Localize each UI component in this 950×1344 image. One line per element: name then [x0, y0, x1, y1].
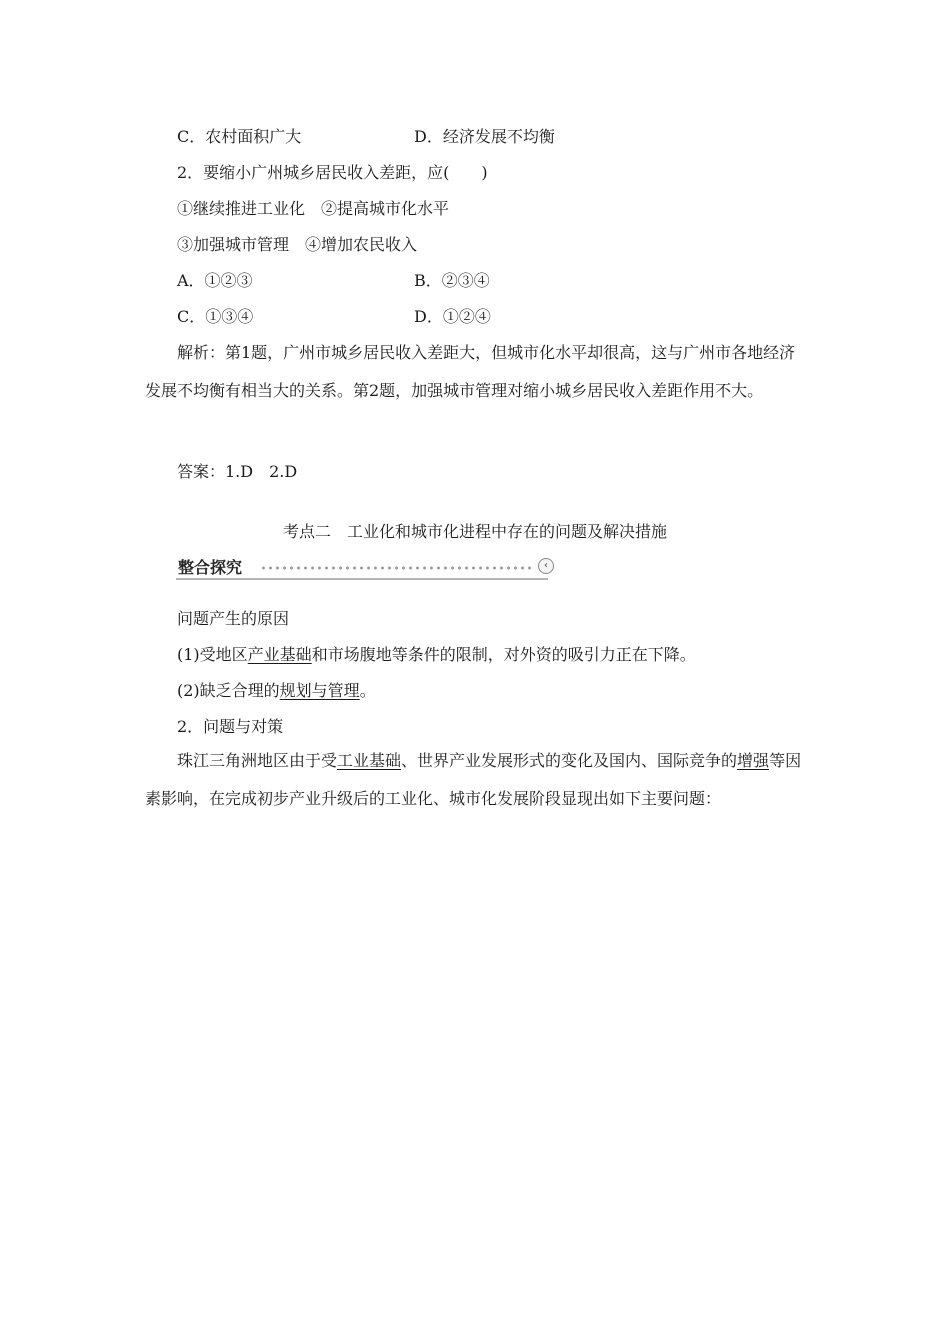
- q2-option-c: C．①③④: [177, 307, 254, 326]
- banner-label: 整合探究: [178, 558, 243, 577]
- cause-item-2-underlined: 规划与管理: [279, 681, 360, 700]
- cause-item-1: [177, 645, 696, 665]
- q2-option-d: D．①②④: [414, 307, 491, 326]
- answer-line: 答案：1.D 2.D: [177, 462, 298, 481]
- section-title: 考点二 工业化和城市化进程中存在的问题及解决措施: [282, 522, 667, 541]
- banner-dots: [260, 566, 532, 570]
- cause-item-1-prefix: (1)受地区: [177, 645, 248, 664]
- q2-items-row1: ①继续推进工业化 ②提高城市化水平: [177, 199, 450, 218]
- q1-option-d: D．经济发展不均衡: [414, 127, 555, 146]
- q2-items-row2: ③加强城市管理 ④增加农民收入: [177, 235, 418, 254]
- q2-stem: 2．要缩小广州城乡居民收入差距，应( ): [177, 163, 488, 182]
- section-banner: [176, 555, 556, 581]
- cause-item-2-prefix: (2)缺乏合理的: [177, 681, 280, 700]
- problems-heading: 2．问题与对策: [177, 717, 284, 736]
- cause-item-2: [177, 681, 376, 701]
- cause-heading: 问题产生的原因: [177, 609, 290, 628]
- chevron-left-icon: ‹: [538, 558, 554, 574]
- q1-option-c: C．农村面积广大: [177, 127, 302, 146]
- banner-rule: [176, 578, 548, 580]
- cause-item-1-suffix: 和市场腹地等条件的限制，对外资的吸引力正在下降。: [311, 645, 696, 664]
- problems-text-3: 等因素影响，在完成初步产业升级后的工业化、城市化发展阶段显现出如下主要问题：: [145, 751, 802, 808]
- problems-underline-1: 工业基础: [337, 751, 402, 770]
- cause-item-1-underlined: 产业基础: [247, 645, 312, 664]
- q2-option-a: A．①②③: [177, 271, 253, 290]
- problems-text-2: 、世界产业发展形式的变化及国内、国际竞争的: [401, 751, 738, 770]
- analysis-paragraph: 解析：第1题，广州市城乡居民收入差距大，但城市化水平却很高，这与广州市各地经济发展不均衡有相当大的关系。第2题，加强城市管理对缩小城乡居民收入差距作用不大。: [145, 343, 796, 400]
- problems-underline-2: 增强: [737, 751, 770, 770]
- q2-option-b: B．②③④: [414, 271, 490, 290]
- problems-text-1: 珠江三角洲地区由于受: [177, 751, 338, 770]
- problems-paragraph: [145, 742, 810, 818]
- cause-item-2-suffix: 。: [359, 681, 376, 700]
